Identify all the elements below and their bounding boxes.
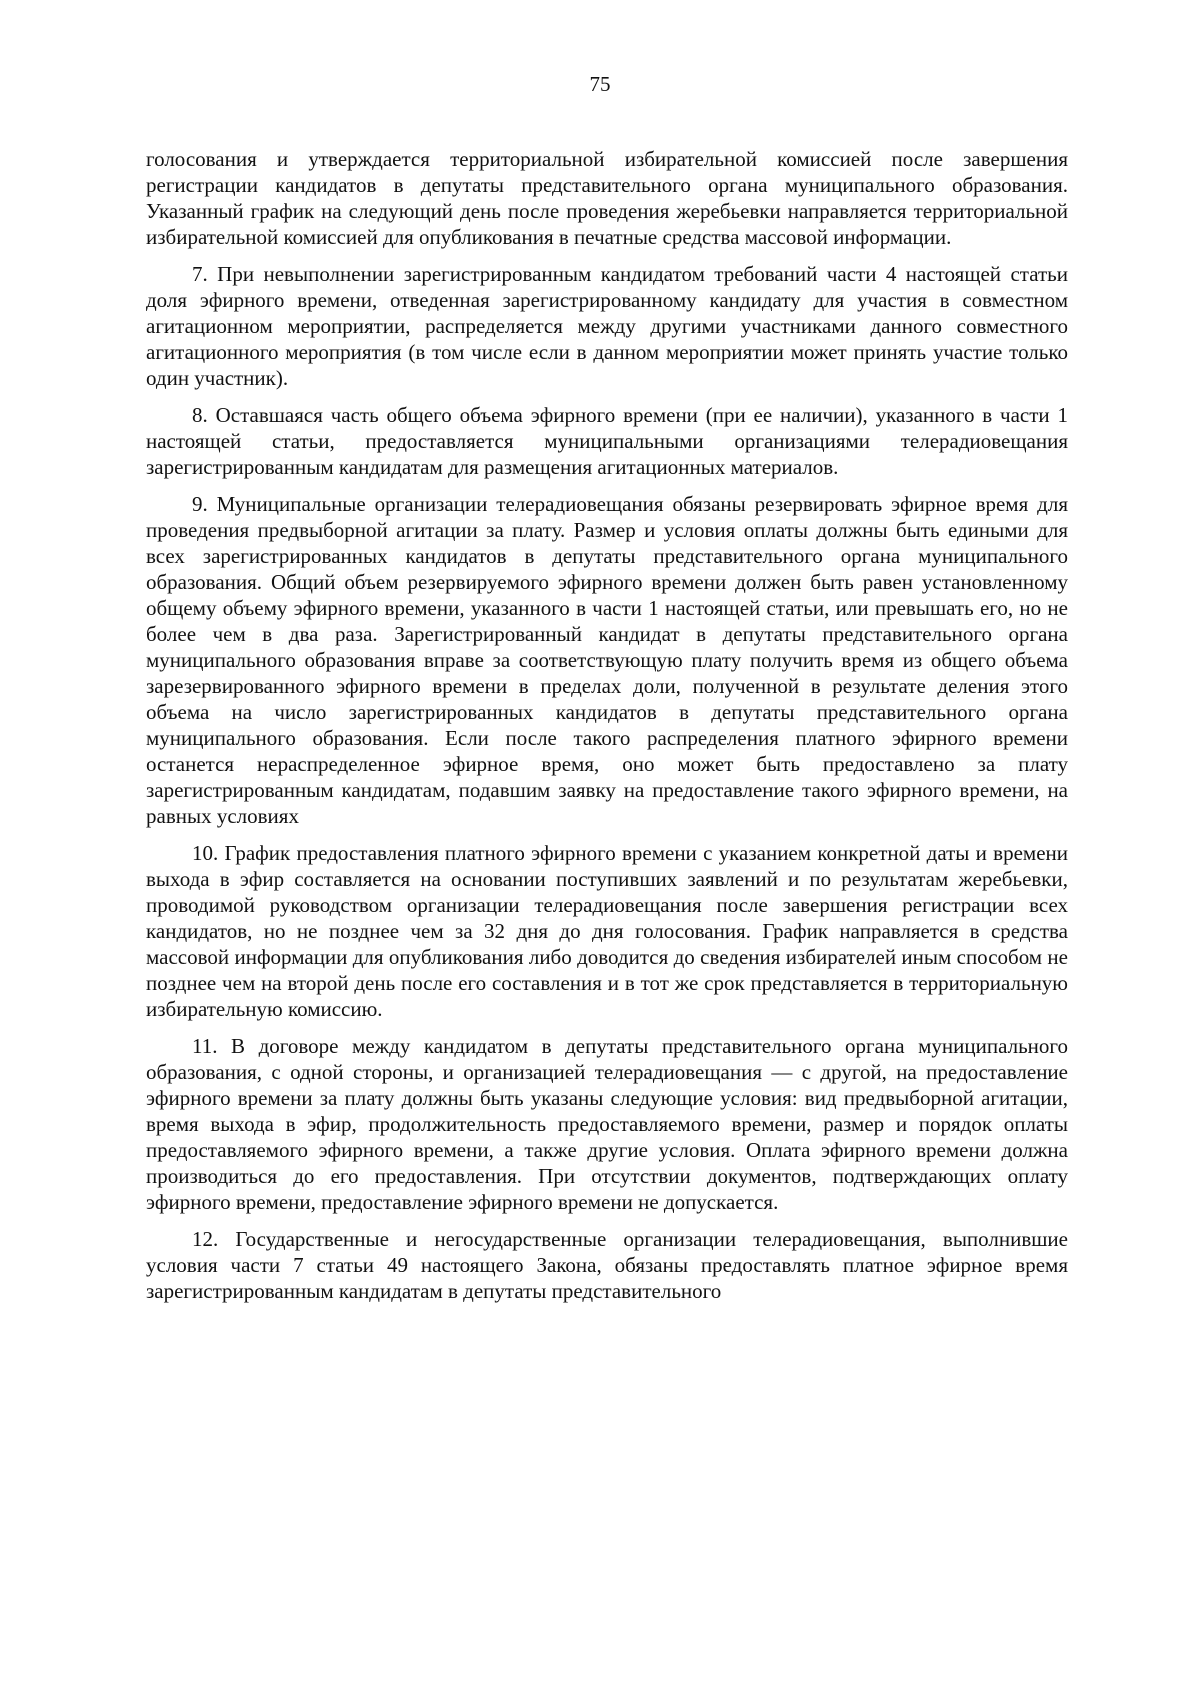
paragraph-9: 9. Муниципальные организации телерадиовещания обязаны резервировать эфирное время для проведения предвыборной агитации за плату. Размер и условия оплаты должны быть едиными для всех зарегистрированных кандидатов в депутаты представительного органа муниципального образования. Общий объем резервируемого эфирного времени должен быть равен установленному общему объему эфирного времени, указанного в части 1 настоящей статьи, или превышать его, но не более чем в два раза. Зарегистрированный кандидат в депутаты представительного органа муниципального образования вправе за соответствующую плату получить время из общего объема зарезервированного эфирного времени в пределах доли, полученной в результате деления этого объема на число зарегистрированных кандидатов в депутаты представительного органа муниципального образования. Если после такого распределения платного эфирного времени останется нераспределенное эфирное время, оно может быть предоставлено за плату зарегистрированным кандидатам, подавшим заявку на предоставление такого эфирного времени, на равных условиях [146, 492, 1068, 828]
paragraph-continuation: голосования и утверждается территориальной избирательной комиссией после завершения регистрации кандидатов в депутаты представительного органа муниципального образования. Указанный график на следующий день после проведения жеребьевки направляется территориальной избирательной комиссией для опубликования в печатные средства массовой информации. [146, 147, 1068, 249]
page-number: 75 [589, 72, 611, 96]
paragraph-7: 7. При невыполнении зарегистрированным кандидатом требований части 4 настоящей статьи доля эфирного времени, отведенная зарегистрированному кандидату для участия в совместном агитационном мероприятии, распределяется между другими участниками данного совместного агитационного мероприятия (в том числе если в данном мероприятии может принять участие только один участник). [146, 262, 1068, 390]
paragraph-11: 11. В договоре между кандидатом в депутаты представительного органа муниципального образования, с одной стороны, и организацией телерадиовещания — с другой, на предоставление эфирного времени за плату должны быть указаны следующие условия: вид предвыборной агитации, время выхода в эфир, продолжительность предоставляемого времени, размер и порядок оплаты предоставляемого эфирного времени, а также другие условия. Оплата эфирного времени должна производиться до его предоставления. При отсутствии документов, подтверждающих оплату эфирного времени, предоставление эфирного времени не допускается. [146, 1034, 1068, 1214]
paragraph-8: 8. Оставшаяся часть общего объема эфирного времени (при ее наличии), указанного в части 1 настоящей статьи, предоставляется муниципальными организациями телерадиовещания зарегистрированным кандидатам для размещения агитационных материалов. [146, 403, 1068, 479]
document-body [146, 146, 1068, 1315]
paragraph-12: 12. Государственные и негосударственные организации телерадиовещания, выполнившие условия части 7 статьи 49 настоящего Закона, обязаны предоставлять платное эфирное время зарегистрированным кандидатам в депутаты представительного [146, 1227, 1068, 1303]
paragraph-10: 10. График предоставления платного эфирного времени с указанием конкретной даты и времени выхода в эфир составляется на основании поступивших заявлений и по результатам жеребьевки, проводимой руководством организации телерадиовещания после завершения регистрации всех кандидатов, но не позднее чем за 32 дня до дня голосования. График направляется в средства массовой информации для опубликования либо доводится до сведения избирателей иным способом не позднее чем на второй день после его составления и в тот же срок представляется в территориальную избирательную комиссию. [146, 841, 1068, 1021]
